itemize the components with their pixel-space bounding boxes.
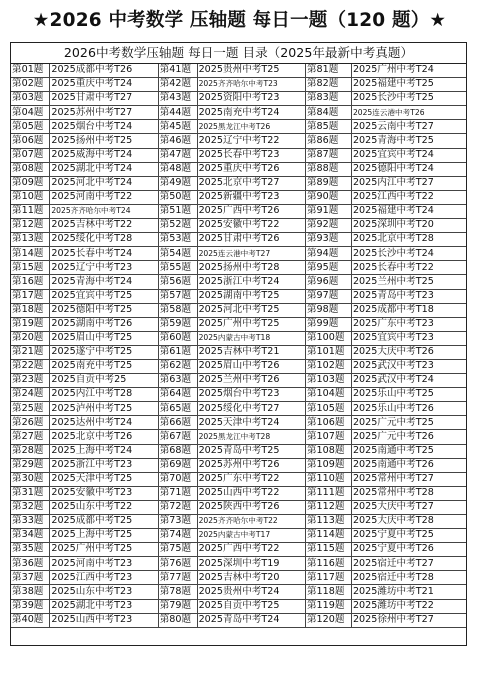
table-row	[11, 176, 466, 190]
question-number: 第84题	[305, 106, 351, 120]
question-number: 第51题	[158, 204, 197, 218]
question-source: 2025连云港中考T27	[197, 247, 305, 261]
question-source: 2025乐山中考T25	[351, 388, 466, 402]
question-number: 第15题	[11, 261, 50, 275]
table-row	[11, 92, 466, 106]
question-source: 2025黑龙江中考T28	[197, 430, 305, 444]
question-number: 第18题	[11, 303, 50, 317]
question-number: 第05题	[11, 120, 50, 134]
question-number: 第47题	[158, 148, 197, 162]
question-source: 2025吉林中考T20	[197, 571, 305, 585]
question-source: 2025浙江中考T23	[50, 458, 158, 472]
question-source: 2025青岛中考T24	[197, 613, 305, 627]
question-source: 2025南充中考T25	[50, 359, 158, 373]
question-number: 第82题	[305, 78, 351, 92]
question-number: 第109题	[305, 458, 351, 472]
table-row	[11, 317, 466, 331]
question-source: 2025福建中考T24	[351, 204, 466, 218]
table-row	[11, 247, 466, 261]
toc-subtitle: 2026中考数学压轴题 每日一题 目录（2025年最新中考真题）	[11, 43, 466, 64]
table-row	[11, 204, 466, 218]
question-source: 2025眉山中考T26	[197, 359, 305, 373]
question-number: 第64题	[158, 388, 197, 402]
question-source: 2025福建中考T25	[351, 78, 466, 92]
question-number: 第68题	[158, 444, 197, 458]
table-row	[11, 444, 466, 458]
question-source: 2025内江中考T27	[351, 176, 466, 190]
question-number: 第112题	[305, 500, 351, 514]
question-number: 第114题	[305, 529, 351, 543]
question-source: 2025湖南中考T26	[50, 317, 158, 331]
question-number: 第94题	[305, 247, 351, 261]
question-source: 2025成都中考T25	[50, 515, 158, 529]
question-number: 第10题	[11, 190, 50, 204]
question-number: 第34题	[11, 529, 50, 543]
question-number: 第43题	[158, 92, 197, 106]
question-number: 第13题	[11, 233, 50, 247]
question-number: 第54题	[158, 247, 197, 261]
question-number: 第108题	[305, 444, 351, 458]
table-row	[11, 599, 466, 613]
question-number: 第28题	[11, 444, 50, 458]
question-source: 2025河南中考T23	[50, 557, 158, 571]
question-source: 2025自贡中考T25	[197, 599, 305, 613]
question-number: 第41题	[158, 64, 197, 78]
question-number: 第70题	[158, 472, 197, 486]
question-number: 第08题	[11, 162, 50, 176]
question-number: 第57题	[158, 289, 197, 303]
question-number: 第96题	[305, 275, 351, 289]
question-source: 2025宜宾中考T25	[50, 289, 158, 303]
question-number: 第02题	[11, 78, 50, 92]
question-number: 第95题	[305, 261, 351, 275]
question-number: 第63题	[158, 374, 197, 388]
question-source: 2025山西中考T23	[50, 613, 158, 627]
question-source: 2025陕西中考T26	[197, 500, 305, 514]
question-number: 第52题	[158, 219, 197, 233]
question-number: 第107题	[305, 430, 351, 444]
question-source: 2025广州中考T25	[50, 543, 158, 557]
question-number: 第97题	[305, 289, 351, 303]
question-source: 2025宜宾中考T24	[351, 148, 466, 162]
question-number: 第79题	[158, 599, 197, 613]
question-source: 2025浙江中考T24	[197, 275, 305, 289]
question-number: 第31题	[11, 486, 50, 500]
question-source: 2025大庆中考T27	[351, 500, 466, 514]
question-source: 2025扬州中考T28	[197, 261, 305, 275]
question-source: 2025泸州中考T25	[50, 402, 158, 416]
question-number: 第44题	[158, 106, 197, 120]
question-number: 第90题	[305, 190, 351, 204]
question-source: 2025齐齐哈尔中考T22	[197, 515, 305, 529]
question-number: 第38题	[11, 585, 50, 599]
question-source: 2025云南中考T27	[351, 120, 466, 134]
question-number: 第73题	[158, 515, 197, 529]
question-source: 2025安徽中考T23	[50, 486, 158, 500]
question-source: 2025山东中考T22	[50, 500, 158, 514]
question-number: 第83题	[305, 92, 351, 106]
question-number: 第29题	[11, 458, 50, 472]
table-row	[11, 529, 466, 543]
question-source: 2025潍坊中考T21	[351, 585, 466, 599]
question-number: 第25题	[11, 402, 50, 416]
question-source: 2025成都中考T18	[351, 303, 466, 317]
table-row	[11, 303, 466, 317]
question-number: 第32题	[11, 500, 50, 514]
question-number: 第59题	[158, 317, 197, 331]
question-number: 第27题	[11, 430, 50, 444]
question-number: 第88题	[305, 162, 351, 176]
question-number: 第39题	[11, 599, 50, 613]
question-source: 2025宁夏中考T26	[351, 543, 466, 557]
question-number: 第16题	[11, 275, 50, 289]
question-number: 第113题	[305, 515, 351, 529]
question-source: 2025长春中考T24	[50, 247, 158, 261]
table-row	[11, 388, 466, 402]
question-number: 第65题	[158, 402, 197, 416]
question-number: 第99题	[305, 317, 351, 331]
question-number: 第40题	[11, 613, 50, 627]
question-number: 第26题	[11, 416, 50, 430]
question-number: 第111题	[305, 486, 351, 500]
question-number: 第58题	[158, 303, 197, 317]
table-row	[11, 585, 466, 599]
question-source: 2025上海中考T24	[50, 444, 158, 458]
question-source: 2025长沙中考T24	[351, 247, 466, 261]
question-source: 2025大庆中考T26	[351, 345, 466, 359]
table-row	[11, 613, 466, 627]
table-row	[11, 515, 466, 529]
question-source: 2025南充中考T24	[197, 106, 305, 120]
question-source: 2025扬州中考T25	[50, 134, 158, 148]
question-number: 第106题	[305, 416, 351, 430]
question-source: 2025内江中考T28	[50, 388, 158, 402]
table-row	[11, 416, 466, 430]
question-source: 2025江西中考T23	[50, 571, 158, 585]
table-row	[11, 458, 466, 472]
question-source: 2025绥化中考T27	[197, 402, 305, 416]
question-source: 2025湖北中考T23	[50, 599, 158, 613]
question-number: 第46题	[158, 134, 197, 148]
question-source: 2025烟台中考T23	[197, 388, 305, 402]
table-row	[11, 148, 466, 162]
question-number: 第45题	[158, 120, 197, 134]
question-number: 第24题	[11, 388, 50, 402]
question-source: 2025湖北中考T24	[50, 162, 158, 176]
question-source: 2025长春中考T23	[197, 148, 305, 162]
question-source: 2025广州中考T25	[197, 317, 305, 331]
question-source: 2025潍坊中考T22	[351, 599, 466, 613]
question-number: 第03题	[11, 92, 50, 106]
question-number: 第09题	[11, 176, 50, 190]
question-number: 第53题	[158, 233, 197, 247]
table-row	[11, 120, 466, 134]
table-row	[11, 134, 466, 148]
question-number: 第21题	[11, 345, 50, 359]
question-source: 2025连云港中考T26	[351, 106, 466, 120]
table-row	[11, 64, 466, 78]
table-row	[11, 219, 466, 233]
question-number: 第42题	[158, 78, 197, 92]
question-source: 2025宜宾中考T23	[351, 331, 466, 345]
toc-table	[11, 64, 466, 628]
question-source: 2025黑龙江中考T26	[197, 120, 305, 134]
question-source: 2025青海中考T24	[50, 275, 158, 289]
question-source: 2025眉山中考T25	[50, 331, 158, 345]
question-number: 第07题	[11, 148, 50, 162]
question-source: 2025重庆中考T24	[50, 78, 158, 92]
question-source: 2025长春中考T22	[351, 261, 466, 275]
question-source: 2025贵州中考T24	[197, 585, 305, 599]
question-number: 第110题	[305, 472, 351, 486]
question-source: 2025广东中考T22	[197, 472, 305, 486]
question-number: 第75题	[158, 543, 197, 557]
question-source: 2025辽宁中考T22	[197, 134, 305, 148]
question-source: 2025山西中考T22	[197, 486, 305, 500]
table-row	[11, 543, 466, 557]
question-number: 第67题	[158, 430, 197, 444]
toc-frame	[10, 42, 467, 646]
question-number: 第120题	[305, 613, 351, 627]
question-source: 2025兰州中考T25	[351, 275, 466, 289]
question-number: 第85题	[305, 120, 351, 134]
question-source: 2025宿迁中考T27	[351, 557, 466, 571]
table-row	[11, 345, 466, 359]
question-source: 2025北京中考T27	[197, 176, 305, 190]
question-number: 第01题	[11, 64, 50, 78]
table-row	[11, 374, 466, 388]
question-source: 2025烟台中考T24	[50, 120, 158, 134]
table-row	[11, 162, 466, 176]
question-number: 第72题	[158, 500, 197, 514]
question-number: 第118题	[305, 585, 351, 599]
question-number: 第77题	[158, 571, 197, 585]
question-source: 2025河北中考T24	[50, 176, 158, 190]
question-source: 2025苏州中考T26	[197, 458, 305, 472]
question-number: 第22题	[11, 359, 50, 373]
question-source: 2025江西中考T22	[351, 190, 466, 204]
question-source: 2025常州中考T28	[351, 486, 466, 500]
question-source: 2025达州中考T24	[50, 416, 158, 430]
table-row	[11, 472, 466, 486]
table-row	[11, 289, 466, 303]
question-source: 2025北京中考T26	[50, 430, 158, 444]
question-source: 2025资阳中考T23	[197, 92, 305, 106]
question-number: 第35题	[11, 543, 50, 557]
question-source: 2025安徽中考T22	[197, 219, 305, 233]
question-source: 2025辽宁中考T23	[50, 261, 158, 275]
question-number: 第102题	[305, 359, 351, 373]
question-source: 2025深圳中考T19	[197, 557, 305, 571]
question-source: 2025天津中考T25	[50, 472, 158, 486]
table-row	[11, 331, 466, 345]
question-number: 第56题	[158, 275, 197, 289]
question-source: 2025兰州中考T26	[197, 374, 305, 388]
question-source: 2025内蒙古中考T17	[197, 529, 305, 543]
question-number: 第74题	[158, 529, 197, 543]
question-number: 第04题	[11, 106, 50, 120]
question-source: 2025贵州中考T25	[197, 64, 305, 78]
question-number: 第20题	[11, 331, 50, 345]
question-source: 2025湖南中考T25	[197, 289, 305, 303]
question-source: 2025广西中考T22	[197, 543, 305, 557]
question-number: 第23题	[11, 374, 50, 388]
question-number: 第30题	[11, 472, 50, 486]
question-number: 第36题	[11, 557, 50, 571]
question-number: 第89题	[305, 176, 351, 190]
question-source: 2025新疆中考T23	[197, 190, 305, 204]
question-source: 2025宿迁中考T28	[351, 571, 466, 585]
question-source: 2025甘肃中考T27	[50, 92, 158, 106]
question-number: 第11题	[11, 204, 50, 218]
question-source: 2025自贡中考25	[50, 374, 158, 388]
question-number: 第50题	[158, 190, 197, 204]
question-source: 2025遂宁中考T25	[50, 345, 158, 359]
table-row	[11, 359, 466, 373]
question-source: 2025德阳中考T25	[50, 303, 158, 317]
question-source: 2025吉林中考T21	[197, 345, 305, 359]
table-row	[11, 78, 466, 92]
question-number: 第115题	[305, 543, 351, 557]
question-number: 第78题	[158, 585, 197, 599]
table-row	[11, 190, 466, 204]
question-number: 第62题	[158, 359, 197, 373]
question-number: 第101题	[305, 345, 351, 359]
question-number: 第100题	[305, 331, 351, 345]
question-source: 2025齐齐哈尔中考T24	[50, 204, 158, 218]
table-row	[11, 402, 466, 416]
question-source: 2025大庆中考T28	[351, 515, 466, 529]
question-number: 第69题	[158, 458, 197, 472]
question-source: 2025武汉中考T23	[351, 359, 466, 373]
question-number: 第103题	[305, 374, 351, 388]
question-source: 2025乐山中考T26	[351, 402, 466, 416]
question-number: 第104题	[305, 388, 351, 402]
question-number: 第80题	[158, 613, 197, 627]
question-source: 2025广东中考T23	[351, 317, 466, 331]
question-number: 第19题	[11, 317, 50, 331]
question-number: 第105题	[305, 402, 351, 416]
question-number: 第117题	[305, 571, 351, 585]
question-number: 第14题	[11, 247, 50, 261]
question-number: 第49题	[158, 176, 197, 190]
question-source: 2025重庆中考T26	[197, 162, 305, 176]
question-number: 第76题	[158, 557, 197, 571]
question-number: 第81题	[305, 64, 351, 78]
question-number: 第33题	[11, 515, 50, 529]
question-source: 2025上海中考T25	[50, 529, 158, 543]
question-source: 2025绥化中考T28	[50, 233, 158, 247]
question-source: 2025青海中考T25	[351, 134, 466, 148]
table-row	[11, 486, 466, 500]
question-source: 2025长沙中考T25	[351, 92, 466, 106]
question-source: 2025徐州中考T27	[351, 613, 466, 627]
question-number: 第86题	[305, 134, 351, 148]
question-number: 第71题	[158, 486, 197, 500]
page-banner-title: ★2026 中考数学 压轴题 每日一题（120 题）★	[32, 10, 447, 31]
question-source: 2025广西中考T26	[197, 204, 305, 218]
question-source: 2025青岛中考T23	[351, 289, 466, 303]
table-row	[11, 557, 466, 571]
question-number: 第37题	[11, 571, 50, 585]
question-source: 2025成都中考T26	[50, 64, 158, 78]
question-source: 2025广元中考T25	[351, 416, 466, 430]
table-row	[11, 233, 466, 247]
question-source: 2025苏州中考T27	[50, 106, 158, 120]
question-source: 2025吉林中考T22	[50, 219, 158, 233]
table-row	[11, 500, 466, 514]
question-source: 2025甘肃中考T26	[197, 233, 305, 247]
table-row	[11, 275, 466, 289]
question-source: 2025德阳中考T24	[351, 162, 466, 176]
question-number: 第66题	[158, 416, 197, 430]
question-source: 2025河南中考T22	[50, 190, 158, 204]
question-source: 2025深圳中考T20	[351, 219, 466, 233]
question-number: 第60题	[158, 331, 197, 345]
question-number: 第93题	[305, 233, 351, 247]
question-number: 第116题	[305, 557, 351, 571]
question-source: 2025威海中考T24	[50, 148, 158, 162]
question-source: 2025广州中考T24	[351, 64, 466, 78]
question-source: 2025南通中考T26	[351, 458, 466, 472]
question-source: 2025天津中考T24	[197, 416, 305, 430]
table-row	[11, 106, 466, 120]
question-source: 2025宁夏中考T25	[351, 529, 466, 543]
question-source: 2025北京中考T28	[351, 233, 466, 247]
question-source: 2025齐齐哈尔中考T23	[197, 78, 305, 92]
question-number: 第92题	[305, 219, 351, 233]
question-source: 2025武汉中考T24	[351, 374, 466, 388]
question-number: 第91题	[305, 204, 351, 218]
question-number: 第87题	[305, 148, 351, 162]
table-row	[11, 261, 466, 275]
question-source: 2025内蒙古中考T18	[197, 331, 305, 345]
table-row	[11, 430, 466, 444]
question-source: 2025山东中考T23	[50, 585, 158, 599]
question-source: 2025河北中考T25	[197, 303, 305, 317]
question-source: 2025广元中考T26	[351, 430, 466, 444]
question-number: 第48题	[158, 162, 197, 176]
question-number: 第98题	[305, 303, 351, 317]
question-source: 2025青岛中考T25	[197, 444, 305, 458]
question-source: 2025南通中考T25	[351, 444, 466, 458]
question-number: 第12题	[11, 219, 50, 233]
question-number: 第119题	[305, 599, 351, 613]
question-number: 第61题	[158, 345, 197, 359]
question-number: 第17题	[11, 289, 50, 303]
question-source: 2025常州中考T27	[351, 472, 466, 486]
table-row	[11, 571, 466, 585]
question-number: 第55题	[158, 261, 197, 275]
question-number: 第06题	[11, 134, 50, 148]
